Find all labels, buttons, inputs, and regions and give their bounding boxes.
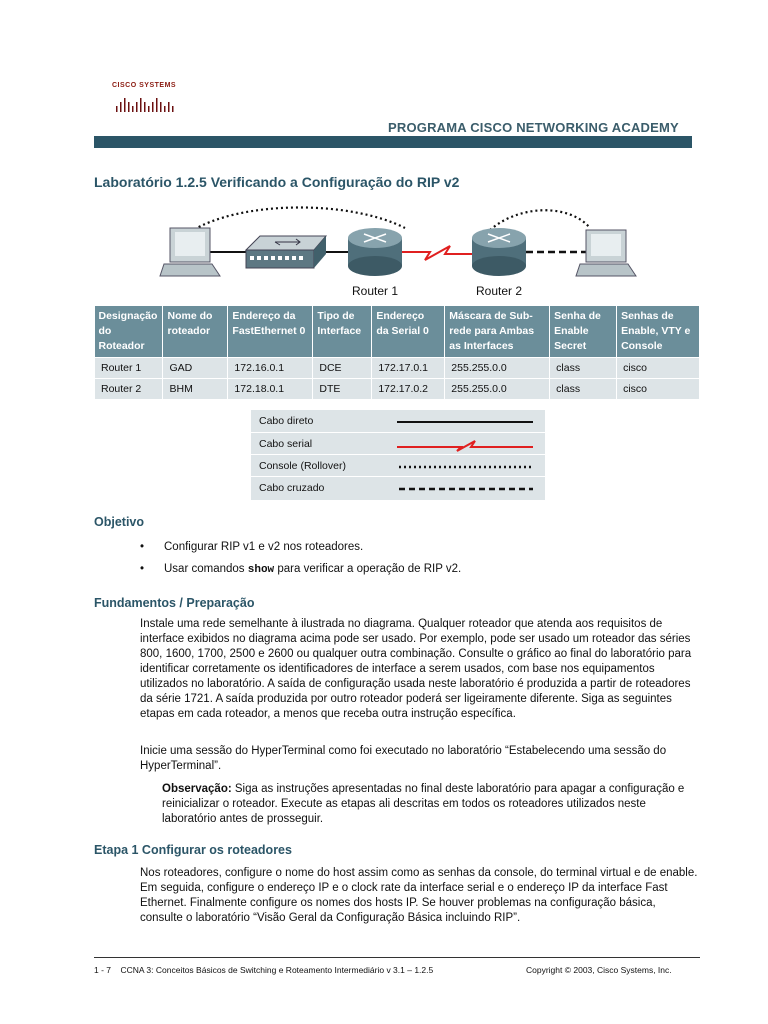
address-table [94,306,700,400]
switch-icon [246,236,326,268]
col-header: Endereço da FastEthernet 0 [228,306,313,358]
footer-divider [94,957,700,958]
table-cell: 255.255.0.0 [445,379,550,400]
background-paragraph-1: Instale uma rede semelhante à ilustrada no diagrama. Qualquer roteador que atenda aos requisitos de interface exibidos no diagrama acima pode ser usado. Por exemplo, pode ser usado um roteador das séries 800, 1600, 1700, 2500 e 2600 ou qualquer outra combinação. Consulte o gráfico ao final do laboratório para identificar corretamente os identificadores de interface a serem usados, com base nos equipamentos utilizados no laboratório. A saída de configuração usada neste laboratório é produzida a partir de roteadores da série 1721. A saída produzida por outro roteador poderá ser ligeiramente diferente. Siga as seguintes etapas em cada roteador, a menos que receba outra instrução específica. [140,618,692,720]
network-topology-diagram [150,200,650,300]
router-2-label: Router 2 [476,284,523,298]
console-cable-icon [397,459,537,473]
show-command: show [247,564,275,576]
footer-left-text: 1 - 7 CCNA 3: Conceitos Básicos de Switching e Roteamento Intermediário v 3.1 – 1.2.5 [94,965,434,975]
table-row [95,358,700,379]
list-item: • Usar comandos show para verificar a operação de RIP v2. [140,563,462,576]
col-header: Endereço da Serial 0 [372,306,445,358]
table-cell: DTE [313,379,372,400]
col-header: Designação do Roteador [95,306,163,358]
router-1-icon [348,228,402,276]
footer-copyright: Copyright © 2003, Cisco Systems, Inc. [526,965,672,975]
table-cell: 255.255.0.0 [445,358,550,379]
program-title: PROGRAMA CISCO NETWORKING ACADEMY [388,120,679,135]
col-header: Tipo de Interface [313,306,372,358]
legend-row-crossover: Cabo cruzado [251,476,545,499]
table-cell: Router 1 [95,358,163,379]
col-header: Senhas de Enable, VTY e Console [617,306,700,358]
background-heading: Fundamentos / Preparação [94,596,255,610]
note-label: Observação: [162,783,232,795]
table-cell: 172.18.0.1 [228,379,313,400]
step1-heading: Etapa 1 Configurar os roteadores [94,843,292,857]
note-paragraph: Observação: Siga as instruções apresentadas no final deste laboratório para apagar a configuração e reinicializar o roteador. Execute as etapas ali descritas em todos os roteadores utilizados neste laboratório antes de prosseguir. [162,783,685,825]
table-header-row [95,306,700,358]
header-bar [94,136,692,148]
table-cell: class [550,379,617,400]
table-cell: cisco [617,379,700,400]
table-cell: GAD [163,358,228,379]
router-2-icon [472,228,526,276]
table-cell: class [550,358,617,379]
legend-row-console: Console (Rollover) [251,454,545,477]
bullet-icon: • [140,541,145,553]
brand-name: CISCO SYSTEMS [112,82,177,89]
serial-cable-icon [397,437,537,453]
table-cell: 172.17.0.1 [372,358,445,379]
col-header: Máscara de Sub- rede para Ambas as Interfaces [445,306,550,358]
table-cell: Router 2 [95,379,163,400]
router-1-label: Router 1 [352,284,399,298]
table-cell: 172.17.0.2 [372,379,445,400]
straight-cable-icon [397,414,537,428]
legend-row-serial: Cabo serial [251,432,545,455]
col-header: Senha de Enable Secret [550,306,617,358]
console-cable-2 [490,210,590,230]
table-cell: DCE [313,358,372,379]
list-item: • Configurar RIP v1 e v2 nos roteadores. [140,541,364,553]
lab-title: Laboratório 1.2.5 Verificando a Configuração do RIP v2 [94,174,460,190]
cable-legend [251,410,545,500]
crossover-cable-icon [397,481,537,495]
col-header: Nome do roteador [163,306,228,358]
bullet-icon: • [140,563,145,575]
table-cell: cisco [617,358,700,379]
table-cell: BHM [163,379,228,400]
step1-paragraph: Nos roteadores, configure o nome do host assim como as senhas da console, do terminal virtual e de enable. Em seguida, configure o endereço IP e o clock rate da interface serial e o endereço IP da interface Fast Ethernet. Finalmente configure os nomes dos hosts IP. Se houver problemas na configuração básica, consulte o laboratório “Visão Geral da Configuração Básica incluindo RIP”. [140,867,698,924]
table-cell: 172.16.0.1 [228,358,313,379]
table-row [95,379,700,400]
serial-cable [400,246,472,260]
legend-row-straight: Cabo direto [251,410,545,432]
objective-heading: Objetivo [94,515,145,529]
background-paragraph-2: Inicie uma sessão do HyperTerminal como foi executado no laboratório “Estabelecendo uma sessão do HyperTerminal”. [140,745,667,772]
